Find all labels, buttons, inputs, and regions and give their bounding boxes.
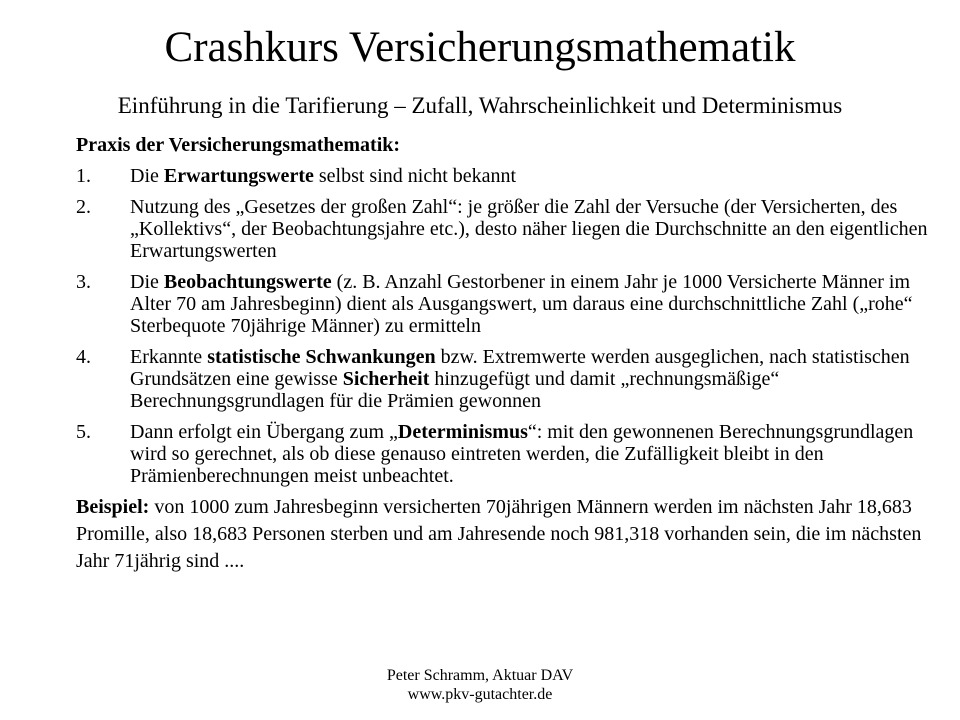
emphasis-term: Sicherheit: [342, 368, 430, 390]
list-item-number: 3.: [76, 271, 91, 293]
section-heading: Praxis der Versicherungsmathematik:: [76, 134, 401, 156]
list-item-text: Dann erfolgt ein Übergang zum „Determinismus“: mit den gewonnenen Berechnungsgrundlagen wird so gerechnet, als ob diese genauso eintreten werden, die Zufälligkeit bleibt in den Prämienberechnungen meist unbeachtet.: [130, 421, 914, 487]
list-item-text: Nutzung des „Gesetzes der großen Zahl“: je größer die Zahl der Versuche (der Versicherten, des „Kollektivs“, der Beobachtungsjahre etc.), desto näher liegen die Durchschnitte an den eigentlichen Erwartungswerten: [130, 196, 928, 262]
footer-author: Peter Schramm, Aktuar DAV: [386, 667, 574, 684]
list-item-text: Die Beobachtungswerte (z. B. Anzahl Gestorbener in einem Jahr je 1000 Versicherte Männer im Alter 70 am Jahresbeginn) dient als Ausgangswert, um daraus eine durchschnittliche Zahl („rohe“ Sterbequote 70jährige Männer) zu ermitteln: [130, 271, 913, 337]
list-item: [76, 421, 936, 487]
list-item-number: 4.: [76, 346, 91, 368]
slide-content: [76, 133, 936, 575]
list-item-number: 5.: [76, 421, 91, 443]
list-item: [76, 165, 936, 187]
list-item: [76, 271, 936, 337]
slide-subtitle: Einführung in die Tarifierung – Zufall, Wahrscheinlichkeit und Determinismus: [117, 93, 843, 118]
example-label: Beispiel:: [76, 496, 150, 518]
emphasis-term: statistische Schwankungen: [207, 346, 436, 368]
footer-url: www.pkv-gutachter.de: [407, 686, 553, 703]
footer: [0, 666, 960, 704]
example-text: von 1000 zum Jahresbeginn versicherten 70jährigen Männern werden im nächsten Jahr 18,683 Promille, also 18,683 Personen sterben und am Jahresende noch 981,318 vorhanden sein, die im nächsten Jahr 71jährig sind ....: [76, 496, 922, 572]
example-paragraph: [76, 494, 936, 575]
list-item: [76, 346, 936, 412]
emphasis-term: Determinismus: [397, 421, 528, 443]
list-item-number: 1.: [76, 165, 91, 187]
emphasis-term: Beobachtungswerte: [163, 271, 332, 293]
emphasis-term: Erwartungswerte: [163, 165, 314, 187]
list-item-number: 2.: [76, 196, 91, 218]
list-item-text: Erkannte statistische Schwankungen bzw. Extremwerte werden ausgeglichen, nach statistischen Grundsätzen eine gewisse Sicherheit hinzugefügt und damit „rechnungsmäßige“ Berechnungsgrundlagen für die Prämien gewonnen: [130, 346, 910, 412]
list-item-text: Die Erwartungswerte selbst sind nicht bekannt: [130, 165, 517, 187]
list-item: [76, 196, 936, 262]
slide-title: Crashkurs Versicherungsmathematik: [164, 24, 796, 71]
